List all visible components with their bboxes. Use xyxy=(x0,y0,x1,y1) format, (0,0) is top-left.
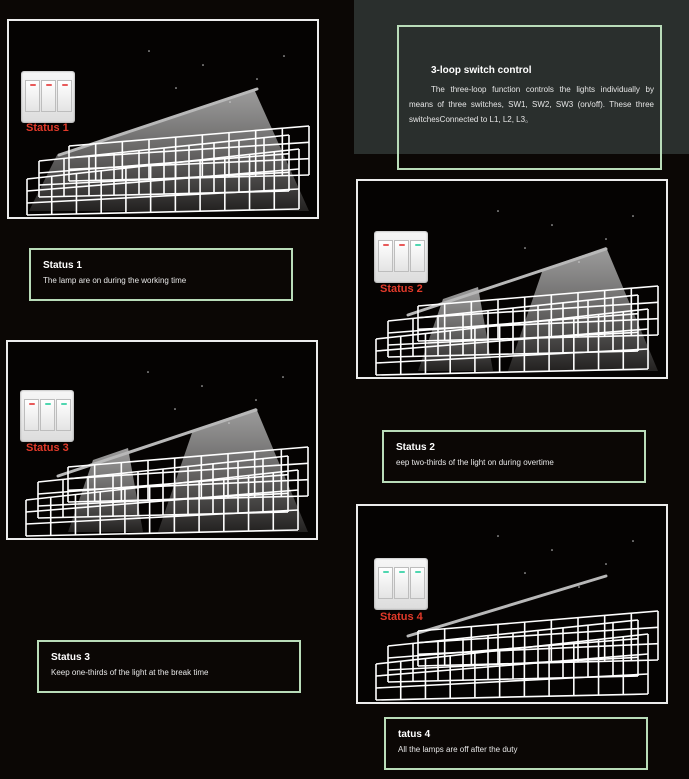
switch-rocker xyxy=(24,399,39,431)
switch-led xyxy=(383,244,389,246)
intro-title: 3-loop switch control xyxy=(431,65,532,76)
switch-rocker xyxy=(378,240,393,272)
switch-icon xyxy=(374,231,428,283)
star xyxy=(201,385,203,387)
switch-led xyxy=(415,244,421,246)
switch-rocker xyxy=(394,567,409,599)
caption-text: The lamp are on during the working time xyxy=(43,276,187,285)
star xyxy=(524,247,526,249)
panel-status-4 xyxy=(356,504,668,704)
caption-text: All the lamps are off after the duty xyxy=(398,745,518,754)
switch-icon xyxy=(21,71,75,123)
caption-text: eep two-thirds of the light on during overtime xyxy=(396,458,554,467)
star xyxy=(497,210,499,212)
switch-led xyxy=(62,84,68,86)
caption-title: Status 3 xyxy=(51,652,90,663)
switch-led xyxy=(383,571,389,573)
caption-status-2 xyxy=(382,430,646,483)
status-label: Status 4 xyxy=(380,611,423,623)
switch-led xyxy=(415,571,421,573)
star xyxy=(551,224,553,226)
switch-icon xyxy=(374,558,428,610)
panel-status-2 xyxy=(356,179,668,379)
star xyxy=(524,572,526,574)
star xyxy=(632,215,634,217)
star xyxy=(147,371,149,373)
caption-title: Status 1 xyxy=(43,260,82,271)
switch-rocker xyxy=(56,399,71,431)
switch-led xyxy=(399,571,405,573)
switch-led xyxy=(46,84,52,86)
star xyxy=(497,535,499,537)
star xyxy=(605,238,607,240)
star xyxy=(174,408,176,410)
caption-status-4 xyxy=(384,717,648,770)
switch-rocker xyxy=(41,80,56,112)
switch-led xyxy=(399,244,405,246)
switch-rocker xyxy=(394,240,409,272)
switch-rocker xyxy=(410,240,425,272)
status-label: Status 2 xyxy=(380,283,423,295)
panel-status-1 xyxy=(7,19,319,219)
star xyxy=(256,78,258,80)
caption-text: Keep one-thirds of the light at the break time xyxy=(51,668,209,677)
switch-led xyxy=(29,403,35,405)
switch-led xyxy=(61,403,67,405)
star xyxy=(632,540,634,542)
star xyxy=(605,563,607,565)
star xyxy=(229,101,231,103)
panel-status-3 xyxy=(6,340,318,540)
status-label: Status 1 xyxy=(26,122,69,134)
switch-rocker xyxy=(410,567,425,599)
shelving-racks xyxy=(376,611,658,700)
star xyxy=(228,422,230,424)
intro-body: The three-loop function controls the lights individually by means of three switches, SW1, SW2, SW3 (on/off). These three switchesConnected to L1, L2, L3。 xyxy=(409,85,654,124)
caption-status-1 xyxy=(29,248,293,301)
star xyxy=(175,87,177,89)
star xyxy=(202,64,204,66)
star xyxy=(282,376,284,378)
caption-status-3 xyxy=(37,640,301,693)
switch-led xyxy=(45,403,51,405)
switch-rocker xyxy=(57,80,72,112)
switch-led xyxy=(30,84,36,86)
switch-icon xyxy=(20,390,74,442)
star xyxy=(578,586,580,588)
intro-box xyxy=(397,25,662,170)
switch-rocker xyxy=(378,567,393,599)
star xyxy=(255,399,257,401)
star xyxy=(578,261,580,263)
switch-rocker xyxy=(25,80,40,112)
caption-title: tatus 4 xyxy=(398,729,431,740)
switch-rocker xyxy=(40,399,55,431)
status-label: Status 3 xyxy=(26,442,69,454)
caption-title: Status 2 xyxy=(396,442,435,453)
star xyxy=(148,50,150,52)
star xyxy=(283,55,285,57)
star xyxy=(551,549,553,551)
